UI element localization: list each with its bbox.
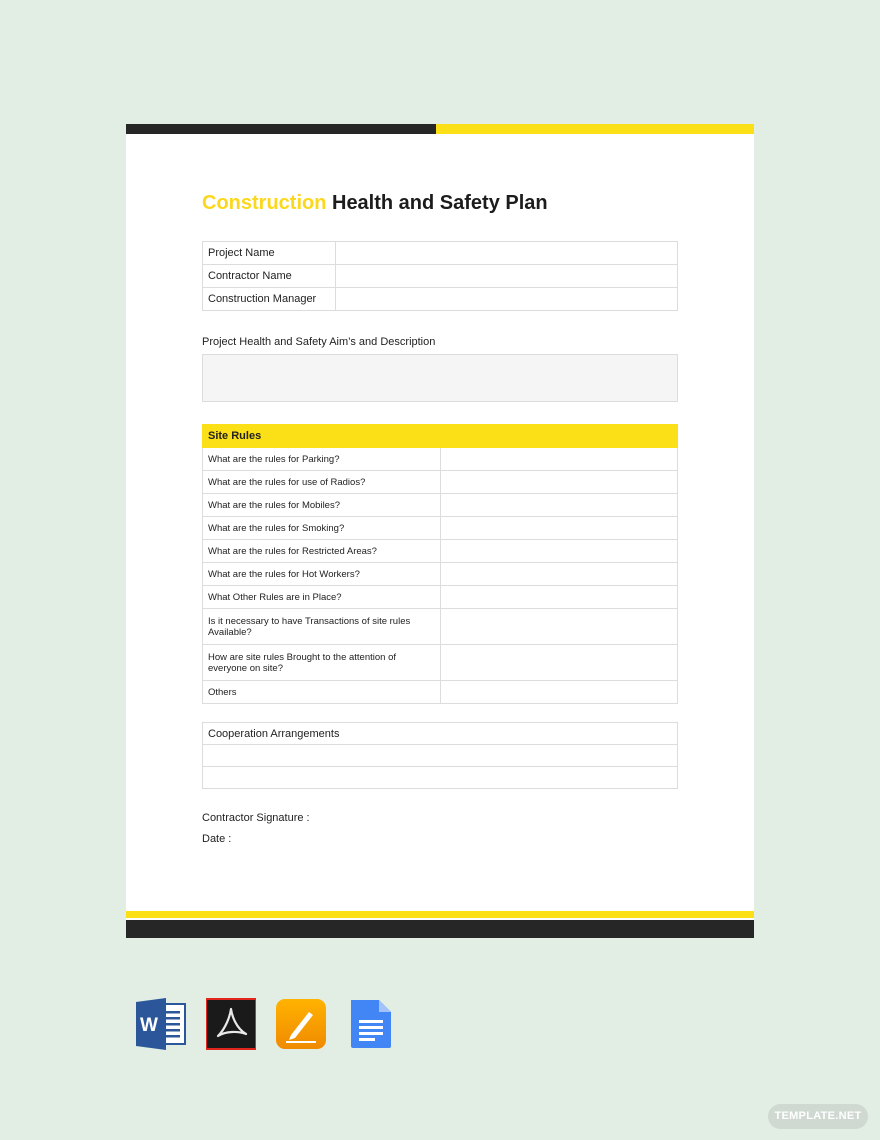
site-rules-header-row: [203, 425, 678, 448]
table-row: [203, 745, 678, 767]
table-row: [203, 645, 678, 681]
table-row: [203, 242, 678, 265]
cooperation-table: [202, 722, 678, 789]
date-label: Date :: [202, 833, 232, 845]
table-row: [203, 517, 678, 540]
rule-question: Others: [203, 681, 441, 704]
rule-answer-field[interactable]: [441, 494, 678, 517]
site-rules-header: Site Rules: [203, 425, 678, 448]
bottom-bar-dark: [126, 920, 754, 938]
word-icon[interactable]: [136, 998, 186, 1050]
rule-answer-field[interactable]: [441, 645, 678, 681]
construction-manager-field[interactable]: [336, 288, 678, 311]
title-accent: Construction: [202, 192, 327, 214]
table-row: [203, 609, 678, 645]
template-net-badge[interactable]: TEMPLATE.NET: [768, 1104, 868, 1129]
cooperation-field[interactable]: [203, 767, 678, 789]
rule-answer-field[interactable]: [441, 471, 678, 494]
table-row: [203, 723, 678, 745]
construction-manager-label: Construction Manager: [203, 288, 336, 311]
contractor-name-label: Contractor Name: [203, 265, 336, 288]
table-row: [203, 265, 678, 288]
table-row: [203, 586, 678, 609]
top-bar-dark: [126, 124, 436, 134]
acrobat-pdf-icon[interactable]: [206, 998, 256, 1050]
rule-question: What are the rules for Smoking?: [203, 517, 441, 540]
rule-answer-field[interactable]: [441, 563, 678, 586]
rule-question: What Other Rules are in Place?: [203, 586, 441, 609]
rule-answer-field[interactable]: [441, 586, 678, 609]
rule-answer-field[interactable]: [441, 609, 678, 645]
rule-question: Is it necessary to have Transactions of site rules Available?: [203, 609, 441, 645]
rule-answer-field[interactable]: [441, 448, 678, 471]
table-row: [203, 494, 678, 517]
table-row: [203, 540, 678, 563]
svg-text:W: W: [140, 1015, 158, 1036]
rule-answer-field[interactable]: [441, 681, 678, 704]
table-row: [203, 767, 678, 789]
description-label: Project Health and Safety Aim’s and Description: [202, 336, 436, 348]
table-row: [203, 471, 678, 494]
title-rest: Health and Safety Plan: [326, 192, 548, 214]
table-row: [203, 681, 678, 704]
rule-answer-field[interactable]: [441, 540, 678, 563]
cooperation-field[interactable]: [203, 745, 678, 767]
table-row: [203, 563, 678, 586]
project-name-label: Project Name: [203, 242, 336, 265]
rule-question: What are the rules for Restricted Areas?: [203, 540, 441, 563]
bottom-bar-yellow: [126, 911, 754, 918]
rule-question: What are the rules for Parking?: [203, 448, 441, 471]
site-rules-table: [202, 424, 678, 704]
rule-question: What are the rules for Mobiles?: [203, 494, 441, 517]
rule-question: How are site rules Brought to the attention of everyone on site?: [203, 645, 441, 681]
project-name-field[interactable]: [336, 242, 678, 265]
document-title: [202, 192, 548, 215]
cooperation-header: Cooperation Arrangements: [203, 723, 678, 745]
description-field[interactable]: [202, 354, 678, 402]
rule-answer-field[interactable]: [441, 517, 678, 540]
top-bar-yellow: [436, 124, 754, 134]
rule-question: What are the rules for use of Radios?: [203, 471, 441, 494]
table-row: [203, 288, 678, 311]
google-docs-icon[interactable]: [346, 998, 396, 1050]
rule-question: What are the rules for Hot Workers?: [203, 563, 441, 586]
project-info-table: [202, 241, 678, 311]
signature-label: Contractor Signature :: [202, 812, 310, 824]
contractor-name-field[interactable]: [336, 265, 678, 288]
table-row: [203, 448, 678, 471]
document-page: [126, 124, 754, 938]
pages-icon[interactable]: [276, 998, 326, 1050]
